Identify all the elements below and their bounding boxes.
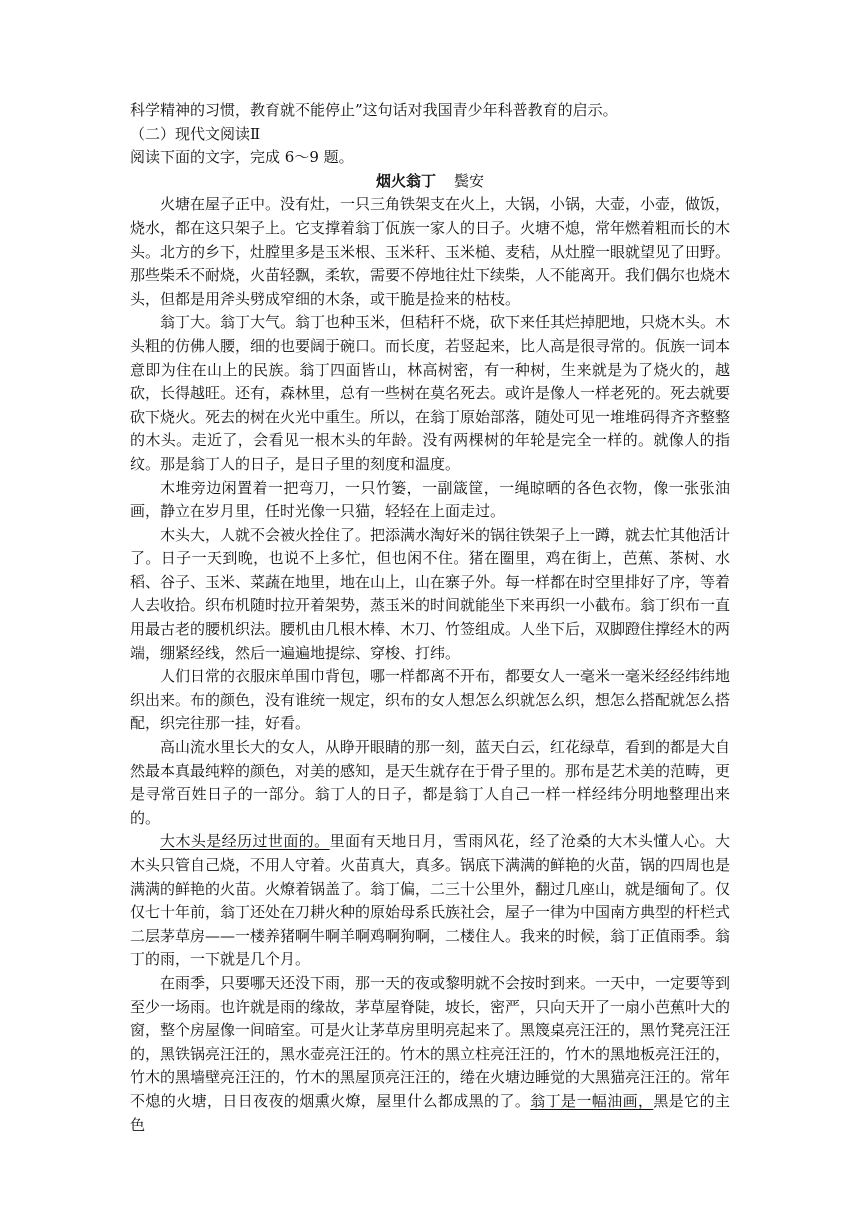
document-page	[130, 99, 730, 1137]
article-paragraph-1: 火塘在屋子正中。没有灶，一只三角铁架支在火上，大锅，小锅，大壶，小壶，做饭，烧水，都在这只架子上。它支撑着翁丁佤族一家人的日子。火塘不熄，常年燃着粗而长的木头。北方的乡下，灶膛里多是玉米根、玉米秆、玉米槌、麦秸，从灶膛一眼就望见了田野。那些柴禾不耐烧，火苗轻飘，柔软，需要不停地往灶下续柴，人不能离开。我们偶尔也烧木头，但都是用斧头劈成窄细的木条，或干脆是捡来的枯枝。	[130, 195, 731, 308]
article-author: 鬓安	[454, 171, 485, 190]
article-paragraph-2: 翁丁大。翁丁大气。翁丁也种玉米，但秸秆不烧，砍下来任其烂掉肥地，只烧木头。木头粗的仿佛人腰，细的也要阔于碗口。而长度，若竖起来，比人高是很寻常的。佤族一词本意即为住在山上的民族。翁丁四面皆山，林高树密，有一种树，生来就是为了烧火的，越砍，长得越旺。还有，森林里，总有一些树在莫名死去。或许是像人一样老死的。死去就要砍下烧火。死去的树在火光中重生。所以，在翁丁原始部落，随处可见一堆堆码得齐齐整整的木头。走近了，会看见一根木头的年龄。没有两棵树的年轮是完全一样的。就像人的指纹。那是翁丁人的日子，是日子里的刻度和温度。	[130, 313, 731, 473]
article-paragraph-7	[130, 830, 730, 972]
section-heading: （二）现代文阅读Ⅱ	[130, 124, 261, 143]
article-paragraph-6: 高山流水里长大的女人，从睁开眼睛的那一刻，蓝天白云，红花绿草，看到的都是大自然最本真最纯粹的颜色，对美的感知，是天生就存在于骨子里的。那布是艺术美的范畴，更是寻常百姓日子的一部分。翁丁人的日子，都是翁丁人自己一样一样经纬分明地整理出来的。	[130, 738, 731, 827]
article-paragraph-8	[130, 972, 730, 1137]
article-title	[130, 170, 730, 194]
article-paragraph-4: 木头大，人就不会被火拴住了。把添满水淘好米的锅往铁架子上一蹲，就去忙其他活计了。日子一天到晚，也说不上多忙，但也闲不住。猪在圈里，鸡在街上，芭蕉、茶树、水稻、谷子、玉米、菜蔬在地里，地在山上，山在寨子外。每一样都在时空里排好了序，等着人去收拾。织布机随时拉开着架势，蒸玉米的时间就能坐下来再织一小截布。翁丁织布一直用最古老的腰机织法。腰机由几根木棒、木刀、竹签组成。人坐下后，双脚蹬住撑经木的两端，绷紧经线，然后一遍遍地提综、穿梭、打纬。	[130, 525, 731, 662]
instruction-line: 阅读下面的文字，完成 6～9 题。	[130, 148, 354, 167]
article-paragraph-3: 木堆旁边闲置着一把弯刀，一只竹篓，一副箴筐，一绳晾晒的各色衣物，像一张张油画，静立在岁月里，任时光像一只猫，轻轻在上面走过。	[130, 478, 730, 521]
underlined-sentence-1: 大木头是经历过世面的。	[160, 832, 330, 851]
article-paragraph-5: 人们日常的衣服床单围巾背包，哪一样都离不开布，都要女人一毫米一毫米经经纬纬地织出来。布的颜色，没有谁统一规定，织布的女人想怎么织就怎么织，想怎么搭配就怎么搭配，织完往那一挂，好看。	[130, 667, 731, 733]
underlined-sentence-2: 翁丁是一幅油画，	[530, 1091, 654, 1110]
paragraph-8-end: 黑是它的主色	[130, 1091, 730, 1134]
intro-line: 科学精神的习惯，教育就不能停止”这句话对我国青少年科普教育的启示。	[130, 101, 618, 119]
paragraph-8-main: 在雨季，只要哪天还没下雨，那一天的夜或黎明就不会按时到来。一天中，一定要等到至少一场雨。也许就是雨的缘故，茅草屋脊陡，坡长，密严，只向天开了一扇小芭蕉叶大的窗，整个房屋像一间暗室。可是火让茅草房里明亮起来了。黑篾桌亮汪汪的，黑竹凳亮汪汪的，黑铁锅亮汪汪的，黑水壶亮汪汪的。竹木的黑立柱亮汪汪的，竹木的黑地板亮汪汪的，竹木的黑墙壁亮汪汪的，竹木的黑屋顶亮汪汪的，绻在火塘边睡觉的大黑猫亮汪汪的。常年不熄的火塘，日日夜夜的烟熏火燎，屋里什么都成黑的了。	[130, 973, 731, 1110]
paragraph-7-rest: 里面有天地日月，雪雨风花，经了沧桑的大木头懂人心。大木头只管自己烧，不用人守着。火苗真大，真多。锅底下满满的鲜艳的火苗，锅的四周也是满满的鲜艳的火苗。火燎着锅盖了。翁丁偏，二三十公里外，翻过几座山，就是缅甸了。仅仅七十年前，翁丁还处在刀耕火种的原始母系氏族社会，屋子一律为中国南方典型的杆栏式二层茅草房——一楼养猪啊牛啊羊啊鸡啊狗啊，二楼住人。我来的时候，翁丁正值雨季。翁丁的雨，一下就是几个月。	[130, 832, 731, 969]
article-title-text: 烟火翁丁	[375, 171, 436, 190]
